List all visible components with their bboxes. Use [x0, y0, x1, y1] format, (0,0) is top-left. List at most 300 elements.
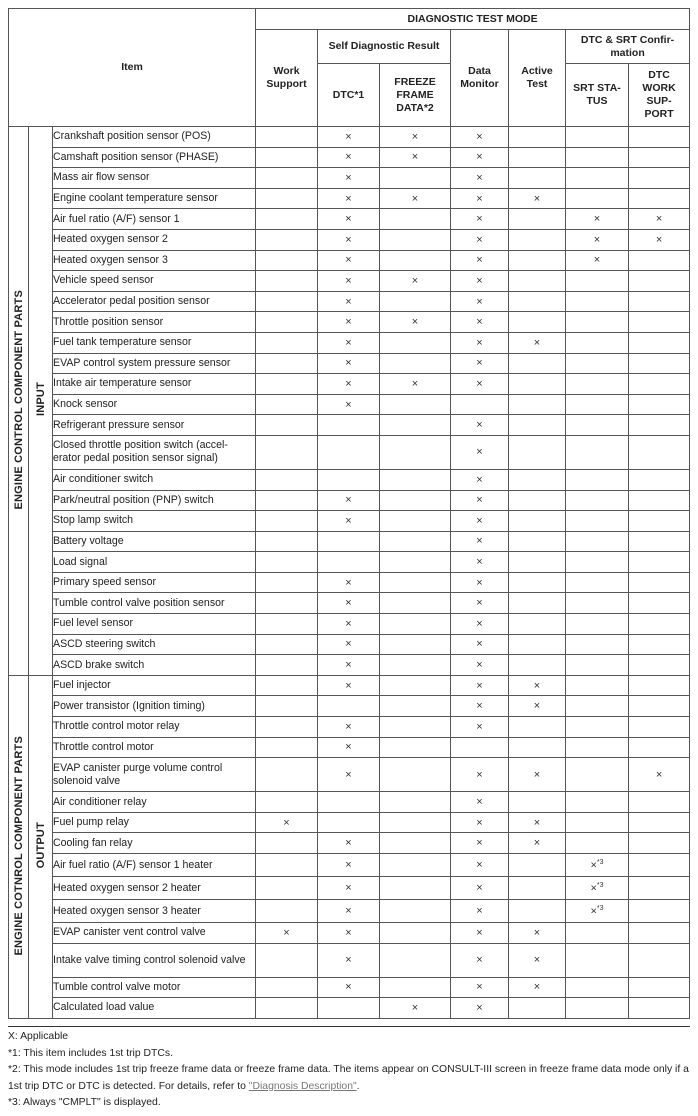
work-support-cell	[256, 353, 318, 374]
applicable-mark: ×	[476, 377, 483, 390]
applicable-mark: ×	[345, 213, 352, 226]
dtc-cell	[318, 812, 380, 833]
freeze-frame-cell	[380, 655, 451, 676]
srt-status-cell	[566, 511, 629, 532]
active-test-cell	[509, 877, 566, 900]
applicable-mark: ×	[476, 837, 483, 850]
freeze-frame-cell	[380, 188, 451, 209]
applicable-mark: ×	[345, 295, 352, 308]
srt-status-header: SRT STA- TUS	[566, 64, 629, 127]
applicable-mark: ×	[655, 233, 663, 246]
freeze-frame-cell	[380, 147, 451, 168]
dtc-cell	[318, 717, 380, 738]
table-row	[9, 854, 690, 877]
freeze-frame-cell	[380, 374, 451, 395]
freeze-frame-cell	[380, 531, 451, 552]
active-test-cell	[509, 593, 566, 614]
freeze-frame-cell	[380, 737, 451, 758]
item-name: Heated oxygen sensor 3 heater	[53, 900, 256, 923]
table-row	[9, 943, 690, 977]
item-name: Air fuel ratio (A/F) sensor 1 heater	[53, 854, 256, 877]
freeze-frame-cell	[380, 696, 451, 717]
applicable-mark: ×	[345, 130, 352, 143]
applicable-mark: ×	[345, 905, 352, 917]
applicable-mark: ×	[476, 981, 483, 994]
data-monitor-cell	[451, 147, 509, 168]
active-test-cell	[509, 923, 566, 944]
applicable-mark: ×	[590, 882, 597, 895]
table-row	[9, 655, 690, 676]
item-name: EVAP canister vent control valve	[53, 923, 256, 944]
work-support-cell	[256, 792, 318, 813]
active-test-cell	[509, 490, 566, 511]
table-row	[9, 209, 690, 230]
srt-status-cell	[566, 435, 629, 469]
applicable-mark: ×	[476, 816, 483, 829]
note-3: *3: Always "CMPLT" is displayed.	[8, 1097, 161, 1108]
footnotes	[8, 1026, 690, 1112]
applicable-mark: ×	[411, 274, 419, 287]
applicable-mark: ×	[476, 700, 483, 713]
applicable-mark: ×	[345, 576, 352, 589]
table-row	[9, 435, 690, 469]
section-label-text: INPUT	[34, 382, 47, 417]
srt-status-cell	[566, 717, 629, 738]
table-row	[9, 490, 690, 511]
applicable-mark: ×	[533, 679, 541, 692]
work-support-cell	[256, 696, 318, 717]
work-support-cell	[256, 209, 318, 230]
item-name: ASCD brake switch	[53, 655, 256, 676]
applicable-mark: ×	[476, 535, 483, 548]
active-test-cell	[509, 792, 566, 813]
item-name: Air conditioner relay	[53, 792, 256, 813]
applicable-mark: ×	[345, 357, 352, 370]
dtc-work-support-cell	[629, 614, 690, 635]
item-name: Air fuel ratio (A/F) sensor 1	[53, 209, 256, 230]
applicable-mark: ×	[345, 741, 352, 754]
applicable-mark: ×	[476, 597, 483, 610]
input-group-label	[9, 127, 29, 676]
item-name: Crankshaft position sensor (POS)	[53, 127, 256, 148]
dtc-cell	[318, 394, 380, 415]
freeze-frame-cell	[380, 717, 451, 738]
item-name: Tumble control valve position sensor	[53, 593, 256, 614]
item-name: Engine coolant temperature sensor	[53, 188, 256, 209]
active-test-cell	[509, 900, 566, 923]
applicable-mark: ×	[593, 254, 601, 267]
table-row	[9, 614, 690, 635]
work-support-cell	[256, 168, 318, 189]
applicable-mark: ×	[345, 638, 352, 651]
section-label-text: OUTPUT	[34, 822, 47, 869]
applicable-mark: ×	[345, 316, 352, 329]
applicable-mark: ×	[476, 926, 483, 939]
dtc-header: DTC*1	[318, 64, 380, 127]
srt-status-cell	[566, 593, 629, 614]
applicable-mark: ×	[345, 597, 352, 610]
work-support-cell	[256, 593, 318, 614]
item-name: Refrigerant pressure sensor	[53, 415, 256, 436]
table-row	[9, 593, 690, 614]
applicable-mark: ×	[590, 859, 597, 872]
input-rows	[9, 127, 690, 676]
dtc-cell	[318, 614, 380, 635]
applicable-mark: ×	[411, 130, 419, 143]
data-monitor-cell	[451, 374, 509, 395]
applicable-mark: ×	[476, 151, 483, 164]
freeze-frame-cell	[380, 469, 451, 490]
data-monitor-cell	[451, 833, 509, 854]
active-test-cell	[509, 415, 566, 436]
active-test-cell	[509, 127, 566, 148]
applicable-mark: ×	[345, 151, 352, 164]
applicable-mark: ×	[476, 254, 483, 267]
active-test-cell	[509, 696, 566, 717]
dtc-cell	[318, 552, 380, 573]
dtc-work-support-cell	[629, 469, 690, 490]
dtc-cell	[318, 572, 380, 593]
dtc-work-support-cell	[629, 877, 690, 900]
applicable-mark: ×	[345, 679, 352, 692]
applicable-mark: ×	[590, 905, 597, 918]
item-name: Cooling fan relay	[53, 833, 256, 854]
applicable-mark: ×	[345, 659, 352, 672]
dtc-work-support-cell	[629, 943, 690, 977]
dtc-cell	[318, 634, 380, 655]
srt-status-cell	[566, 696, 629, 717]
freeze-frame-cell	[380, 127, 451, 148]
srt-status-cell	[566, 634, 629, 655]
group-label-text: ENGINE CONTROL COMPONENT PARTS	[12, 289, 25, 510]
work-support-cell	[256, 490, 318, 511]
applicable-mark: ×	[345, 254, 352, 267]
applicable-mark: ×	[345, 617, 352, 630]
dtc-cell	[318, 353, 380, 374]
dtc-work-support-cell	[629, 374, 690, 395]
applicable-mark: ×	[476, 494, 483, 507]
work-support-cell	[256, 812, 318, 833]
table-row	[9, 531, 690, 552]
srt-status-cell	[566, 923, 629, 944]
item-name: ASCD steering switch	[53, 634, 256, 655]
table-row	[9, 353, 690, 374]
applicable-mark: ×	[533, 837, 541, 850]
work-support-cell	[256, 127, 318, 148]
data-monitor-cell	[451, 552, 509, 573]
applicable-mark: ×	[345, 514, 352, 527]
dtc-work-support-cell	[629, 250, 690, 271]
dtc-cell	[318, 229, 380, 250]
table-row	[9, 696, 690, 717]
srt-status-cell	[566, 374, 629, 395]
data-monitor-cell	[451, 353, 509, 374]
item-name: Fuel pump relay	[53, 812, 256, 833]
item-name: Primary speed sensor	[53, 572, 256, 593]
applicable-mark: ×	[476, 905, 483, 917]
dtc-cell	[318, 312, 380, 333]
data-monitor-cell	[451, 127, 509, 148]
dtc-work-support-cell	[629, 792, 690, 813]
data-monitor-cell	[451, 394, 509, 415]
active-test-cell	[509, 469, 566, 490]
data-monitor-cell	[451, 675, 509, 696]
applicable-mark: ×	[476, 576, 483, 589]
dtc-work-support-cell	[629, 634, 690, 655]
data-monitor-cell	[451, 531, 509, 552]
active-test-cell	[509, 332, 566, 353]
srt-status-cell	[566, 531, 629, 552]
work-support-header: Work Support	[256, 30, 318, 127]
dtc-cell	[318, 900, 380, 923]
srt-status-cell	[566, 188, 629, 209]
applicable-mark: ×	[345, 859, 352, 871]
table-row	[9, 572, 690, 593]
active-test-cell	[509, 655, 566, 676]
table-row	[9, 675, 690, 696]
active-test-cell	[509, 271, 566, 292]
work-support-cell	[256, 758, 318, 792]
freeze-frame-cell	[380, 900, 451, 923]
applicable-mark: ×	[476, 859, 483, 871]
active-test-cell	[509, 614, 566, 635]
active-test-cell	[509, 943, 566, 977]
active-test-cell	[509, 435, 566, 469]
work-support-cell	[256, 147, 318, 168]
dtc-cell	[318, 593, 380, 614]
dtc-cell	[318, 332, 380, 353]
item-name: Load signal	[53, 552, 256, 573]
srt-status-cell	[566, 552, 629, 573]
freeze-frame-cell	[380, 877, 451, 900]
freeze-frame-cell	[380, 634, 451, 655]
note-2	[8, 1062, 690, 1095]
work-support-cell	[256, 833, 318, 854]
srt-status-cell	[566, 332, 629, 353]
dtc-work-support-cell	[629, 923, 690, 944]
active-test-cell	[509, 833, 566, 854]
freeze-frame-cell	[380, 168, 451, 189]
active-test-cell	[509, 312, 566, 333]
item-name: Throttle control motor	[53, 737, 256, 758]
active-test-cell	[509, 229, 566, 250]
input-label	[29, 127, 53, 676]
item-name: Tumble control valve motor	[53, 977, 256, 998]
active-test-cell	[509, 250, 566, 271]
note-applicable: X: Applicable	[8, 1031, 69, 1042]
active-test-cell	[509, 977, 566, 998]
table-row	[9, 552, 690, 573]
table-row	[9, 127, 690, 148]
applicable-mark: ×	[345, 171, 352, 184]
active-test-cell	[509, 147, 566, 168]
data-monitor-cell	[451, 572, 509, 593]
freeze-frame-cell	[380, 854, 451, 877]
data-monitor-cell	[451, 332, 509, 353]
dtc-cell	[318, 977, 380, 998]
work-support-cell	[256, 250, 318, 271]
srt-status-cell	[566, 655, 629, 676]
diagnosis-description-link[interactable]: "Diagnosis Description"	[248, 1080, 357, 1092]
item-name: Stop lamp switch	[53, 511, 256, 532]
table-row	[9, 877, 690, 900]
data-monitor-cell	[451, 655, 509, 676]
applicable-mark: ×	[283, 926, 290, 939]
freeze-frame-cell	[380, 552, 451, 573]
srt-status-cell	[566, 312, 629, 333]
applicable-mark: ×	[345, 192, 352, 205]
work-support-cell	[256, 374, 318, 395]
work-support-cell	[256, 271, 318, 292]
data-monitor-cell	[451, 758, 509, 792]
applicable-mark: ×	[476, 679, 483, 692]
applicable-mark: ×	[476, 419, 483, 432]
table-row	[9, 758, 690, 792]
work-support-cell	[256, 614, 318, 635]
dtc-work-support-cell	[629, 394, 690, 415]
dtc-work-support-cell	[629, 435, 690, 469]
srt-status-cell	[566, 977, 629, 998]
data-monitor-cell	[451, 943, 509, 977]
applicable-mark: ×	[476, 882, 483, 894]
dtc-work-support-cell	[629, 900, 690, 923]
dtc-work-support-cell	[629, 675, 690, 696]
applicable-mark: ×	[593, 213, 601, 226]
data-monitor-cell	[451, 168, 509, 189]
output-label	[29, 675, 53, 1018]
work-support-cell	[256, 435, 318, 469]
applicable-mark: ×	[345, 336, 352, 349]
applicable-mark: ×	[533, 816, 541, 829]
freeze-frame-cell	[380, 758, 451, 792]
applicable-mark: ×	[345, 768, 352, 781]
data-monitor-header: Data Monitor	[451, 30, 509, 127]
table-row	[9, 312, 690, 333]
self-diagnostic-result-header: Self Diagnostic Result	[318, 30, 451, 64]
item-name: EVAP control system pressure sensor	[53, 353, 256, 374]
work-support-cell	[256, 655, 318, 676]
dtc-work-support-cell	[629, 188, 690, 209]
note-2-end: .	[356, 1080, 360, 1092]
item-name: Air conditioner switch	[53, 469, 256, 490]
work-support-cell	[256, 854, 318, 877]
data-monitor-cell	[451, 923, 509, 944]
applicable-mark: ×	[345, 837, 352, 850]
work-support-cell	[256, 415, 318, 436]
group-label-text: ENGINE COTNROL COMPONENT PARTS	[12, 735, 25, 956]
table-row	[9, 168, 690, 189]
table-row	[9, 250, 690, 271]
applicable-mark: ×	[345, 720, 352, 733]
freeze-frame-cell	[380, 435, 451, 469]
srt-status-cell	[566, 168, 629, 189]
data-monitor-cell	[451, 900, 509, 923]
dtc-work-support-cell	[629, 655, 690, 676]
freeze-frame-cell	[380, 572, 451, 593]
dtc-cell	[318, 271, 380, 292]
dtc-cell	[318, 792, 380, 813]
applicable-mark: ×	[476, 171, 483, 184]
output-group-label	[9, 675, 29, 1018]
diagnostic-test-mode-table	[8, 8, 690, 1019]
dtc-work-support-cell	[629, 758, 690, 792]
freeze-frame-cell	[380, 394, 451, 415]
applicable-mark: ×	[345, 494, 352, 507]
data-monitor-cell	[451, 188, 509, 209]
active-test-cell	[509, 572, 566, 593]
dtc-cell	[318, 415, 380, 436]
dtc-work-support-cell	[629, 531, 690, 552]
srt-status-cell	[566, 147, 629, 168]
footnote-ref: *3	[596, 881, 604, 889]
freeze-frame-cell	[380, 229, 451, 250]
dtc-cell	[318, 490, 380, 511]
dtc-cell	[318, 147, 380, 168]
srt-status-cell	[566, 572, 629, 593]
freeze-frame-cell	[380, 250, 451, 271]
table-row	[9, 812, 690, 833]
freeze-frame-cell	[380, 614, 451, 635]
item-name: Intake valve timing control solenoid valve	[53, 943, 256, 977]
data-monitor-cell	[451, 877, 509, 900]
note-1: *1: This item includes 1st trip DTCs.	[8, 1047, 173, 1059]
freeze-frame-cell	[380, 923, 451, 944]
srt-status-cell	[566, 250, 629, 271]
dtc-work-support-cell	[629, 490, 690, 511]
applicable-mark: ×	[411, 151, 419, 164]
srt-status-cell	[566, 127, 629, 148]
data-monitor-cell	[451, 792, 509, 813]
dtc-work-support-cell	[629, 593, 690, 614]
table-row	[9, 998, 690, 1019]
work-support-cell	[256, 511, 318, 532]
srt-status-cell	[566, 490, 629, 511]
item-name: Power transistor (Ignition timing)	[53, 696, 256, 717]
dtc-work-support-cell	[629, 127, 690, 148]
applicable-mark: ×	[345, 954, 352, 967]
dtc-cell	[318, 469, 380, 490]
item-name: Park/neutral position (PNP) switch	[53, 490, 256, 511]
dtc-cell	[318, 374, 380, 395]
applicable-mark: ×	[476, 192, 483, 205]
freeze-frame-cell	[380, 312, 451, 333]
work-support-cell	[256, 332, 318, 353]
work-support-cell	[256, 188, 318, 209]
applicable-mark: ×	[476, 473, 483, 486]
freeze-frame-cell	[380, 511, 451, 532]
item-name: Heated oxygen sensor 3	[53, 250, 256, 271]
applicable-mark: ×	[533, 192, 541, 205]
note-2-text: *2: This mode includes 1st trip freeze frame data or freeze frame data. The items appear on CONSULT-III screen in freeze frame data mode only if a 1st trip DTC or DTC is detected. For details, refer to	[8, 1064, 689, 1092]
active-test-cell	[509, 717, 566, 738]
work-support-cell	[256, 675, 318, 696]
table-row	[9, 469, 690, 490]
dtc-work-support-cell	[629, 415, 690, 436]
dtc-work-support-cell	[629, 737, 690, 758]
work-support-cell	[256, 923, 318, 944]
dtc-cell	[318, 998, 380, 1019]
active-test-cell	[509, 188, 566, 209]
freeze-frame-cell	[380, 332, 451, 353]
data-monitor-cell	[451, 490, 509, 511]
applicable-mark: ×	[476, 796, 483, 809]
applicable-mark: ×	[533, 981, 541, 994]
data-monitor-cell	[451, 593, 509, 614]
active-test-cell	[509, 374, 566, 395]
applicable-mark: ×	[411, 377, 419, 390]
freeze-frame-cell	[380, 792, 451, 813]
active-test-cell	[509, 353, 566, 374]
